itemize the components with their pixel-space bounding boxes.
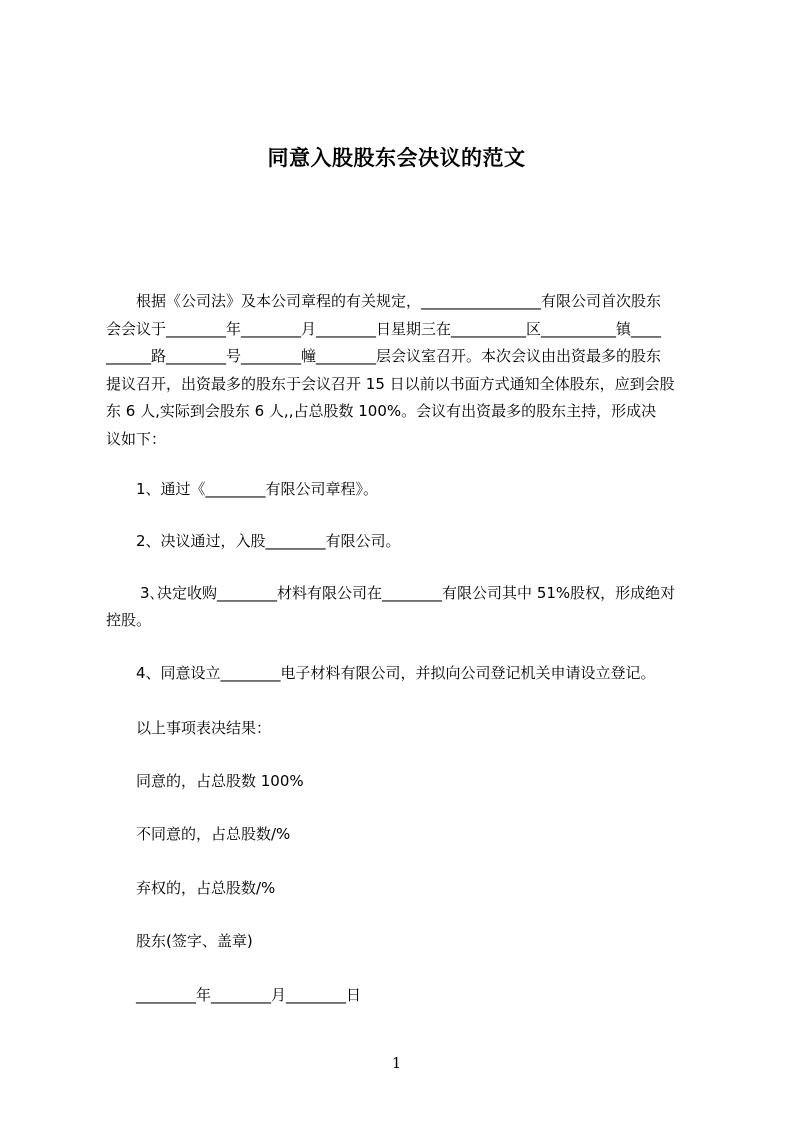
signature-line: 股东(签字、盖章) [136,932,253,950]
page-number: 1 [391,1054,402,1072]
intro-line-4: 提议召开，出资最多的股东于会议召开 15 日以前以书面方式通知全体股东，应到会股 [106,374,675,393]
resolution-item-3: 3､决定收购________材料有限公司在________有限公司其中 51%股权，形成绝对 [140,584,676,602]
resolution-item-3-continued: 控股。 [106,611,152,629]
document-title: 同意入股股东会决议的范文 [267,146,526,170]
intro-line-5: 东 6 人,实际到会股东 6 人,,占总股数 100%。会议有出资最多的股东主持，形成决 [106,402,657,420]
intro-line-3: ______路________号________幢________层会议室召开。本次会议由出资最多的股东 [106,347,662,365]
intro-line-1: 根据《公司法》及本公司章程的有关规定，________________有限公司首次股东 [106,292,662,310]
vote-agree: 同意的，占总股数 100% [136,772,304,790]
resolution-item-1: 1、通过《________有限公司章程》。 [136,480,379,498]
vote-disagree: 不同意的，占总股数/% [136,825,291,843]
resolution-item-2: 2、决议通过，入股________有限公司。 [136,532,401,550]
intro-paragraph [106,288,698,453]
vote-abstain: 弃权的，占总股数/% [136,879,276,897]
intro-line-6: 议如下： [106,429,167,448]
date-line: ________年________月________日 [136,986,362,1004]
resolution-item-4: 4、同意设立________电子材料有限公司，并拟向公司登记机关申请设立登记。 [136,664,656,682]
intro-line-2: 会会议于________年________月________日星期三在__________区__________镇____ [106,319,662,338]
vote-heading: 以上事项表决结果： [136,719,272,737]
